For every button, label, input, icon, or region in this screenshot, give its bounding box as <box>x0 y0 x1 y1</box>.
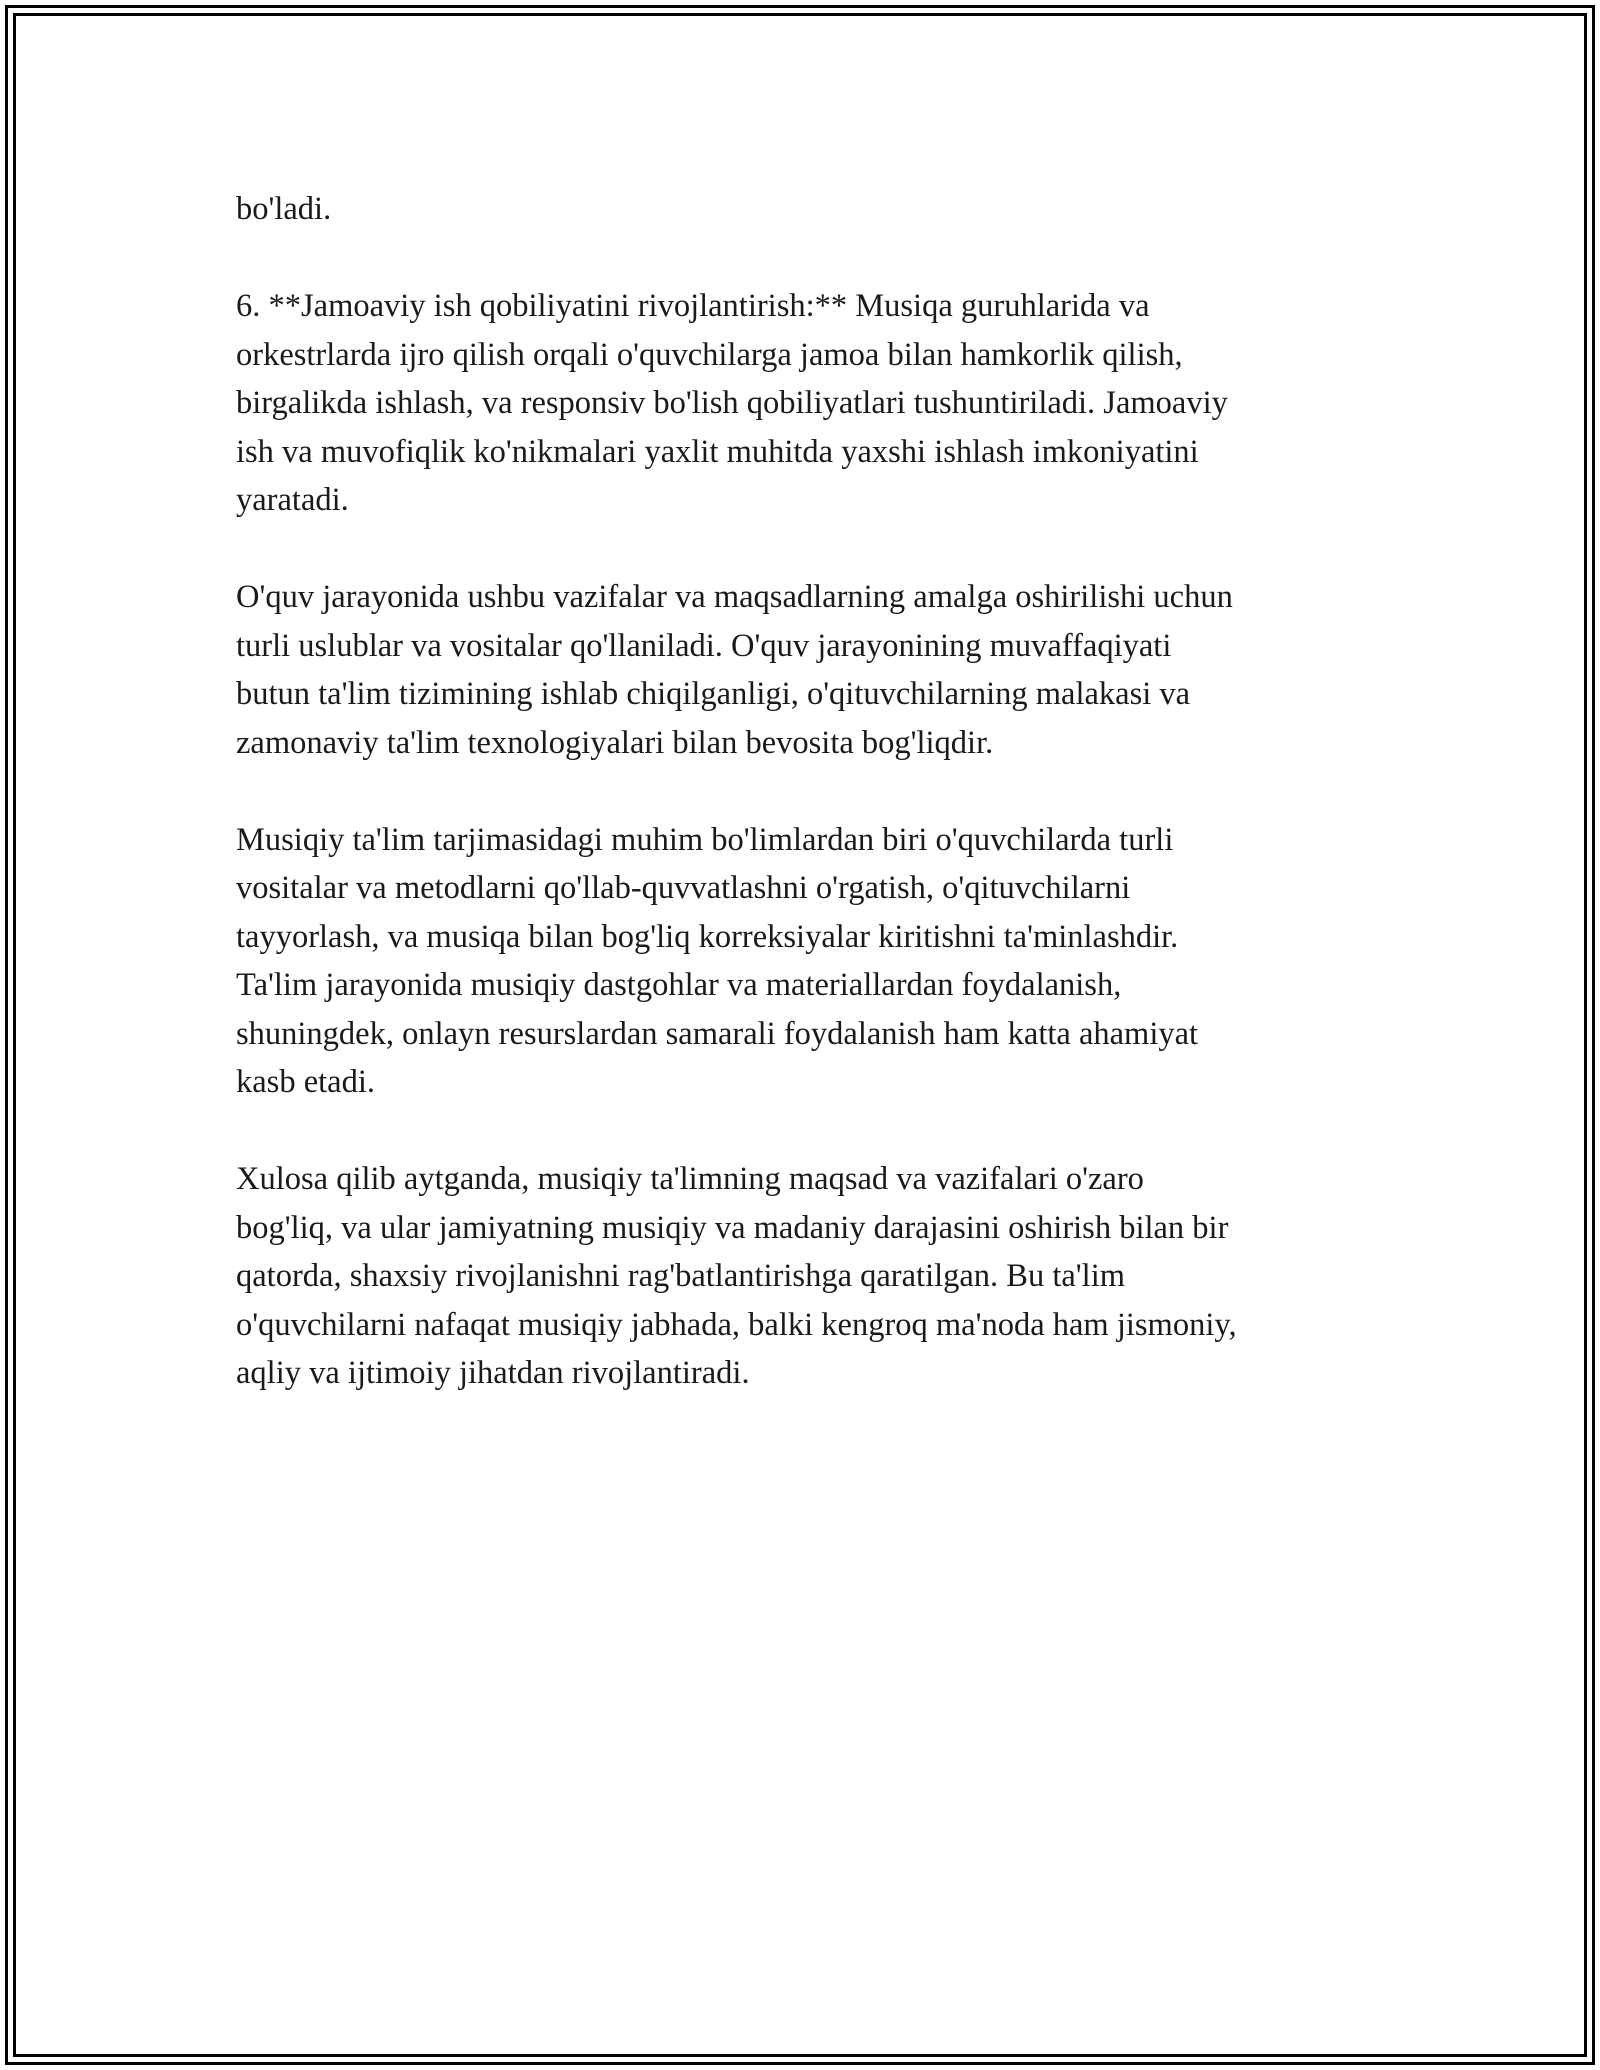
paragraph-methods: O'quv jarayonida ushbu vazifalar va maqsadlarning amalga oshirilishi uchun turli uslublar va vositalar qo'llaniladi. O'quv jarayonining muvaffaqiyati butun ta'lim tizimining ishlab chiqilganligi, o'qituvchilarning malakasi va zamonaviy ta'lim texnologiyalari bilan bevosita bog'liqdir. <box>236 579 1233 761</box>
paragraph-teamwork: 6. **Jamoaviy ish qobiliyatini rivojlantirish:** Musiqa guruhlarida va orkestrlarda ijro qilish orqali o'quvchilarga jamoa bilan hamkorlik qilish, birgalikda ishlash, va responsiv bo'lish qobiliyatlari tushuntiriladi. Jamoaviy ish va muvofiqlik ko'nikmalari yaxlit muhitda yaxshi ishlash imkoniyatini yaratadi. <box>236 288 1228 518</box>
paragraph-conclusion: Xulosa qilib aytganda, musiqiy ta'limning maqsad va vazifalari o'zaro bog'liq, va ular jamiyatning musiqiy va madaniy darajasini oshirish bilan bir qatorda, shaxsiy rivojlanishni rag'batlantirishga qaratilgan. Bu ta'lim o'quvchilarni nafaqat musiqiy jabhada, balki kengroq ma'noda ham jismoniy, aqliy va ijtimoiy jihatdan rivojlantiradi. <box>236 1161 1237 1391</box>
document-body <box>236 185 1376 1446</box>
paragraph-music-education: Musiqiy ta'lim tarjimasidagi muhim bo'limlardan biri o'quvchilarda turli vositalar va metodlarni qo'llab-quvvatlashni o'rgatish, o'qituvchilarni tayyorlash, va musiqa bilan bog'liq korreksiyalar kiritishni ta'minlashdir. Ta'lim jarayonida musiqiy dastgohlar va materiallardan foydalanish, shuningdek, onlayn resurslardan samarali foydalanish ham katta ahamiyat kasb etadi. <box>236 821 1199 1100</box>
paragraph-continuation: bo'ladi. <box>236 191 332 227</box>
